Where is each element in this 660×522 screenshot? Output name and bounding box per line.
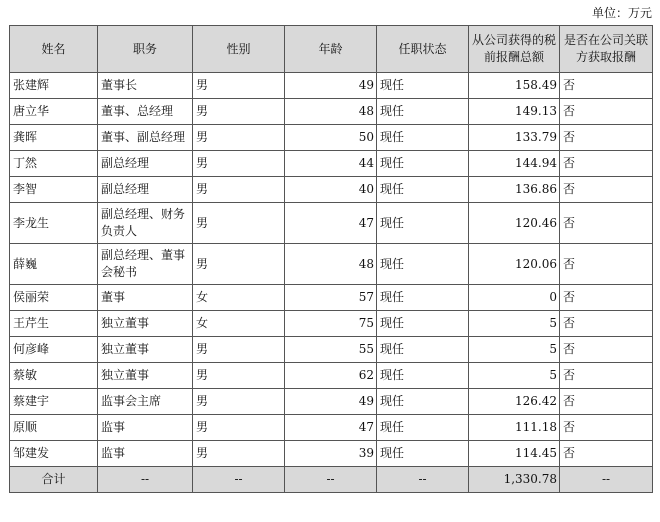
name-cell: 薛巍 xyxy=(10,244,98,285)
table-row xyxy=(10,125,653,151)
position-cell: 副总经理 xyxy=(98,177,193,203)
status-cell: 现任 xyxy=(377,415,469,441)
status-cell: 现任 xyxy=(377,244,469,285)
gender-cell: 女 xyxy=(193,311,285,337)
compensation-cell: 144.94 xyxy=(469,151,560,177)
status-cell: 现任 xyxy=(377,441,469,467)
header-cell: 任职状态 xyxy=(377,26,469,73)
table-row xyxy=(10,73,653,99)
gender-cell: 男 xyxy=(193,73,285,99)
gender-cell: 男 xyxy=(193,337,285,363)
total-cell: -- xyxy=(377,467,469,493)
compensation-cell: 158.49 xyxy=(469,73,560,99)
name-cell: 李智 xyxy=(10,177,98,203)
name-cell: 何彦峰 xyxy=(10,337,98,363)
compensation-cell: 111.18 xyxy=(469,415,560,441)
position-cell: 监事 xyxy=(98,415,193,441)
related-party-cell: 否 xyxy=(560,311,653,337)
age-cell: 44 xyxy=(285,151,377,177)
compensation-cell: 149.13 xyxy=(469,99,560,125)
position-cell: 监事会主席 xyxy=(98,389,193,415)
age-cell: 40 xyxy=(285,177,377,203)
compensation-cell: 133.79 xyxy=(469,125,560,151)
related-party-cell: 否 xyxy=(560,441,653,467)
position-cell: 副总经理、财务负责人 xyxy=(98,203,193,244)
age-cell: 39 xyxy=(285,441,377,467)
position-cell: 董事 xyxy=(98,285,193,311)
table-row xyxy=(10,244,653,285)
position-cell: 副总经理、董事会秘书 xyxy=(98,244,193,285)
total-row xyxy=(10,467,653,493)
related-party-cell: 否 xyxy=(560,363,653,389)
position-cell: 监事 xyxy=(98,441,193,467)
age-cell: 48 xyxy=(285,244,377,285)
compensation-cell: 5 xyxy=(469,363,560,389)
table-row xyxy=(10,363,653,389)
related-party-cell: 否 xyxy=(560,285,653,311)
age-cell: 49 xyxy=(285,389,377,415)
table-row xyxy=(10,389,653,415)
total-cell: -- xyxy=(285,467,377,493)
gender-cell: 男 xyxy=(193,125,285,151)
compensation-cell: 120.46 xyxy=(469,203,560,244)
status-cell: 现任 xyxy=(377,337,469,363)
age-cell: 55 xyxy=(285,337,377,363)
name-cell: 邹建发 xyxy=(10,441,98,467)
total-amount: 1,330.78 xyxy=(469,467,560,493)
related-party-cell: 否 xyxy=(560,389,653,415)
position-cell: 独立董事 xyxy=(98,337,193,363)
related-party-cell: 否 xyxy=(560,244,653,285)
table-row xyxy=(10,415,653,441)
age-cell: 62 xyxy=(285,363,377,389)
gender-cell: 男 xyxy=(193,99,285,125)
table-row xyxy=(10,151,653,177)
status-cell: 现任 xyxy=(377,99,469,125)
age-cell: 47 xyxy=(285,415,377,441)
related-party-cell: 否 xyxy=(560,415,653,441)
compensation-cell: 5 xyxy=(469,311,560,337)
name-cell: 李龙生 xyxy=(10,203,98,244)
header-cell: 从公司获得的税前报酬总额 xyxy=(469,26,560,73)
position-cell: 董事长 xyxy=(98,73,193,99)
header-cell: 是否在公司关联方获取报酬 xyxy=(560,26,653,73)
total-cell: -- xyxy=(193,467,285,493)
status-cell: 现任 xyxy=(377,311,469,337)
name-cell: 蔡建宇 xyxy=(10,389,98,415)
related-party-cell: 否 xyxy=(560,99,653,125)
compensation-cell: 126.42 xyxy=(469,389,560,415)
age-cell: 48 xyxy=(285,99,377,125)
header-cell: 年龄 xyxy=(285,26,377,73)
gender-cell: 男 xyxy=(193,177,285,203)
header-cell: 职务 xyxy=(98,26,193,73)
related-party-cell: 否 xyxy=(560,203,653,244)
age-cell: 75 xyxy=(285,311,377,337)
status-cell: 现任 xyxy=(377,285,469,311)
table-row xyxy=(10,203,653,244)
name-cell: 丁然 xyxy=(10,151,98,177)
table-row xyxy=(10,441,653,467)
compensation-cell: 114.45 xyxy=(469,441,560,467)
table-row xyxy=(10,177,653,203)
compensation-cell: 136.86 xyxy=(469,177,560,203)
total-cell: -- xyxy=(98,467,193,493)
name-cell: 唐立华 xyxy=(10,99,98,125)
status-cell: 现任 xyxy=(377,389,469,415)
header-row xyxy=(10,26,653,73)
position-cell: 独立董事 xyxy=(98,311,193,337)
name-cell: 蔡敏 xyxy=(10,363,98,389)
name-cell: 张建辉 xyxy=(10,73,98,99)
age-cell: 47 xyxy=(285,203,377,244)
status-cell: 现任 xyxy=(377,203,469,244)
table-row xyxy=(10,285,653,311)
position-cell: 副总经理 xyxy=(98,151,193,177)
name-cell: 原顺 xyxy=(10,415,98,441)
gender-cell: 男 xyxy=(193,203,285,244)
total-cell: -- xyxy=(560,467,653,493)
related-party-cell: 否 xyxy=(560,125,653,151)
position-cell: 独立董事 xyxy=(98,363,193,389)
position-cell: 董事、总经理 xyxy=(98,99,193,125)
age-cell: 50 xyxy=(285,125,377,151)
compensation-cell: 120.06 xyxy=(469,244,560,285)
name-cell: 侯丽荣 xyxy=(10,285,98,311)
compensation-table xyxy=(9,25,653,493)
table-row xyxy=(10,337,653,363)
gender-cell: 男 xyxy=(193,389,285,415)
name-cell: 龚晖 xyxy=(10,125,98,151)
header-cell: 姓名 xyxy=(10,26,98,73)
status-cell: 现任 xyxy=(377,73,469,99)
name-cell: 王芹生 xyxy=(10,311,98,337)
related-party-cell: 否 xyxy=(560,177,653,203)
gender-cell: 女 xyxy=(193,285,285,311)
total-label: 合计 xyxy=(10,467,98,493)
age-cell: 57 xyxy=(285,285,377,311)
header-cell: 性别 xyxy=(193,26,285,73)
gender-cell: 男 xyxy=(193,151,285,177)
status-cell: 现任 xyxy=(377,363,469,389)
related-party-cell: 否 xyxy=(560,337,653,363)
related-party-cell: 否 xyxy=(560,151,653,177)
related-party-cell: 否 xyxy=(560,73,653,99)
unit-label: 单位：万元 xyxy=(591,6,652,20)
status-cell: 现任 xyxy=(377,151,469,177)
compensation-cell: 5 xyxy=(469,337,560,363)
age-cell: 49 xyxy=(285,73,377,99)
gender-cell: 男 xyxy=(193,441,285,467)
table-row xyxy=(10,99,653,125)
status-cell: 现任 xyxy=(377,177,469,203)
table-row xyxy=(10,311,653,337)
status-cell: 现任 xyxy=(377,125,469,151)
gender-cell: 男 xyxy=(193,244,285,285)
position-cell: 董事、副总经理 xyxy=(98,125,193,151)
gender-cell: 男 xyxy=(193,415,285,441)
gender-cell: 男 xyxy=(193,363,285,389)
compensation-cell: 0 xyxy=(469,285,560,311)
